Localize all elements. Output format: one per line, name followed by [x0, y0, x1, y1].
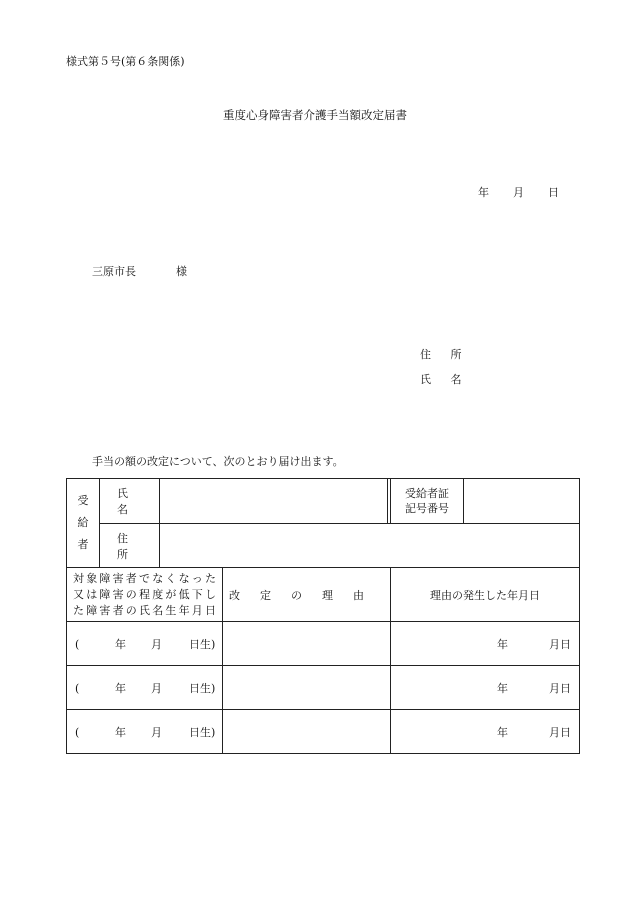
subject-birth-field[interactable]: ( 年 月 日生)	[67, 710, 223, 754]
table-row	[67, 622, 580, 666]
recipient-address-label: 住 所	[100, 524, 160, 568]
addressee-honorific: 様	[176, 265, 187, 278]
reason-field[interactable]	[223, 622, 391, 666]
occurrence-date-field[interactable]: 年 月日	[391, 710, 580, 754]
cert-number-cell	[391, 479, 580, 524]
date-year-label: 年	[478, 186, 489, 199]
subject-birth-field[interactable]: ( 年 月 日生)	[67, 666, 223, 710]
change-form-table	[66, 478, 580, 754]
cert-number-label-2: 記号番号	[405, 502, 449, 515]
recipient-name-label: 氏 名	[100, 479, 160, 524]
reason-header: 改定の理由	[223, 568, 391, 622]
intro-text: 手当の額の改定について、次のとおり届け出ます。	[92, 455, 344, 468]
cert-number-label-1: 受給者証	[405, 487, 449, 500]
applicant-address-label: 住 所	[420, 348, 470, 361]
submission-date	[478, 184, 559, 200]
addressee-name: 三原市長	[92, 265, 136, 278]
table-row	[67, 710, 580, 754]
reason-field[interactable]	[223, 666, 391, 710]
applicant-block	[420, 342, 470, 392]
occurrence-date-header: 理由の発生した年月日	[391, 568, 580, 622]
recipient-label: 受 給 者	[67, 479, 100, 568]
recipient-address-field[interactable]	[160, 524, 580, 568]
cert-number-field[interactable]	[464, 479, 579, 523]
subject-birth-field[interactable]: ( 年 月 日生)	[67, 622, 223, 666]
subject-header: 対象障害者でなくなった 又は障害の程度が低下し た障害者の氏名生年月日	[67, 568, 223, 622]
table-row	[67, 666, 580, 710]
addressee	[92, 263, 187, 279]
applicant-name-label: 氏 名	[420, 373, 470, 386]
document-title: 重度心身障害者介護手当額改定届書	[223, 108, 407, 122]
date-month-label: 月	[513, 186, 524, 199]
occurrence-date-field[interactable]: 年 月日	[391, 622, 580, 666]
date-day-label: 日	[548, 186, 559, 199]
recipient-name-field[interactable]	[160, 479, 388, 524]
reason-field[interactable]	[223, 710, 391, 754]
occurrence-date-field[interactable]: 年 月日	[391, 666, 580, 710]
form-number: 様式第５号(第６条関係)	[66, 55, 185, 68]
